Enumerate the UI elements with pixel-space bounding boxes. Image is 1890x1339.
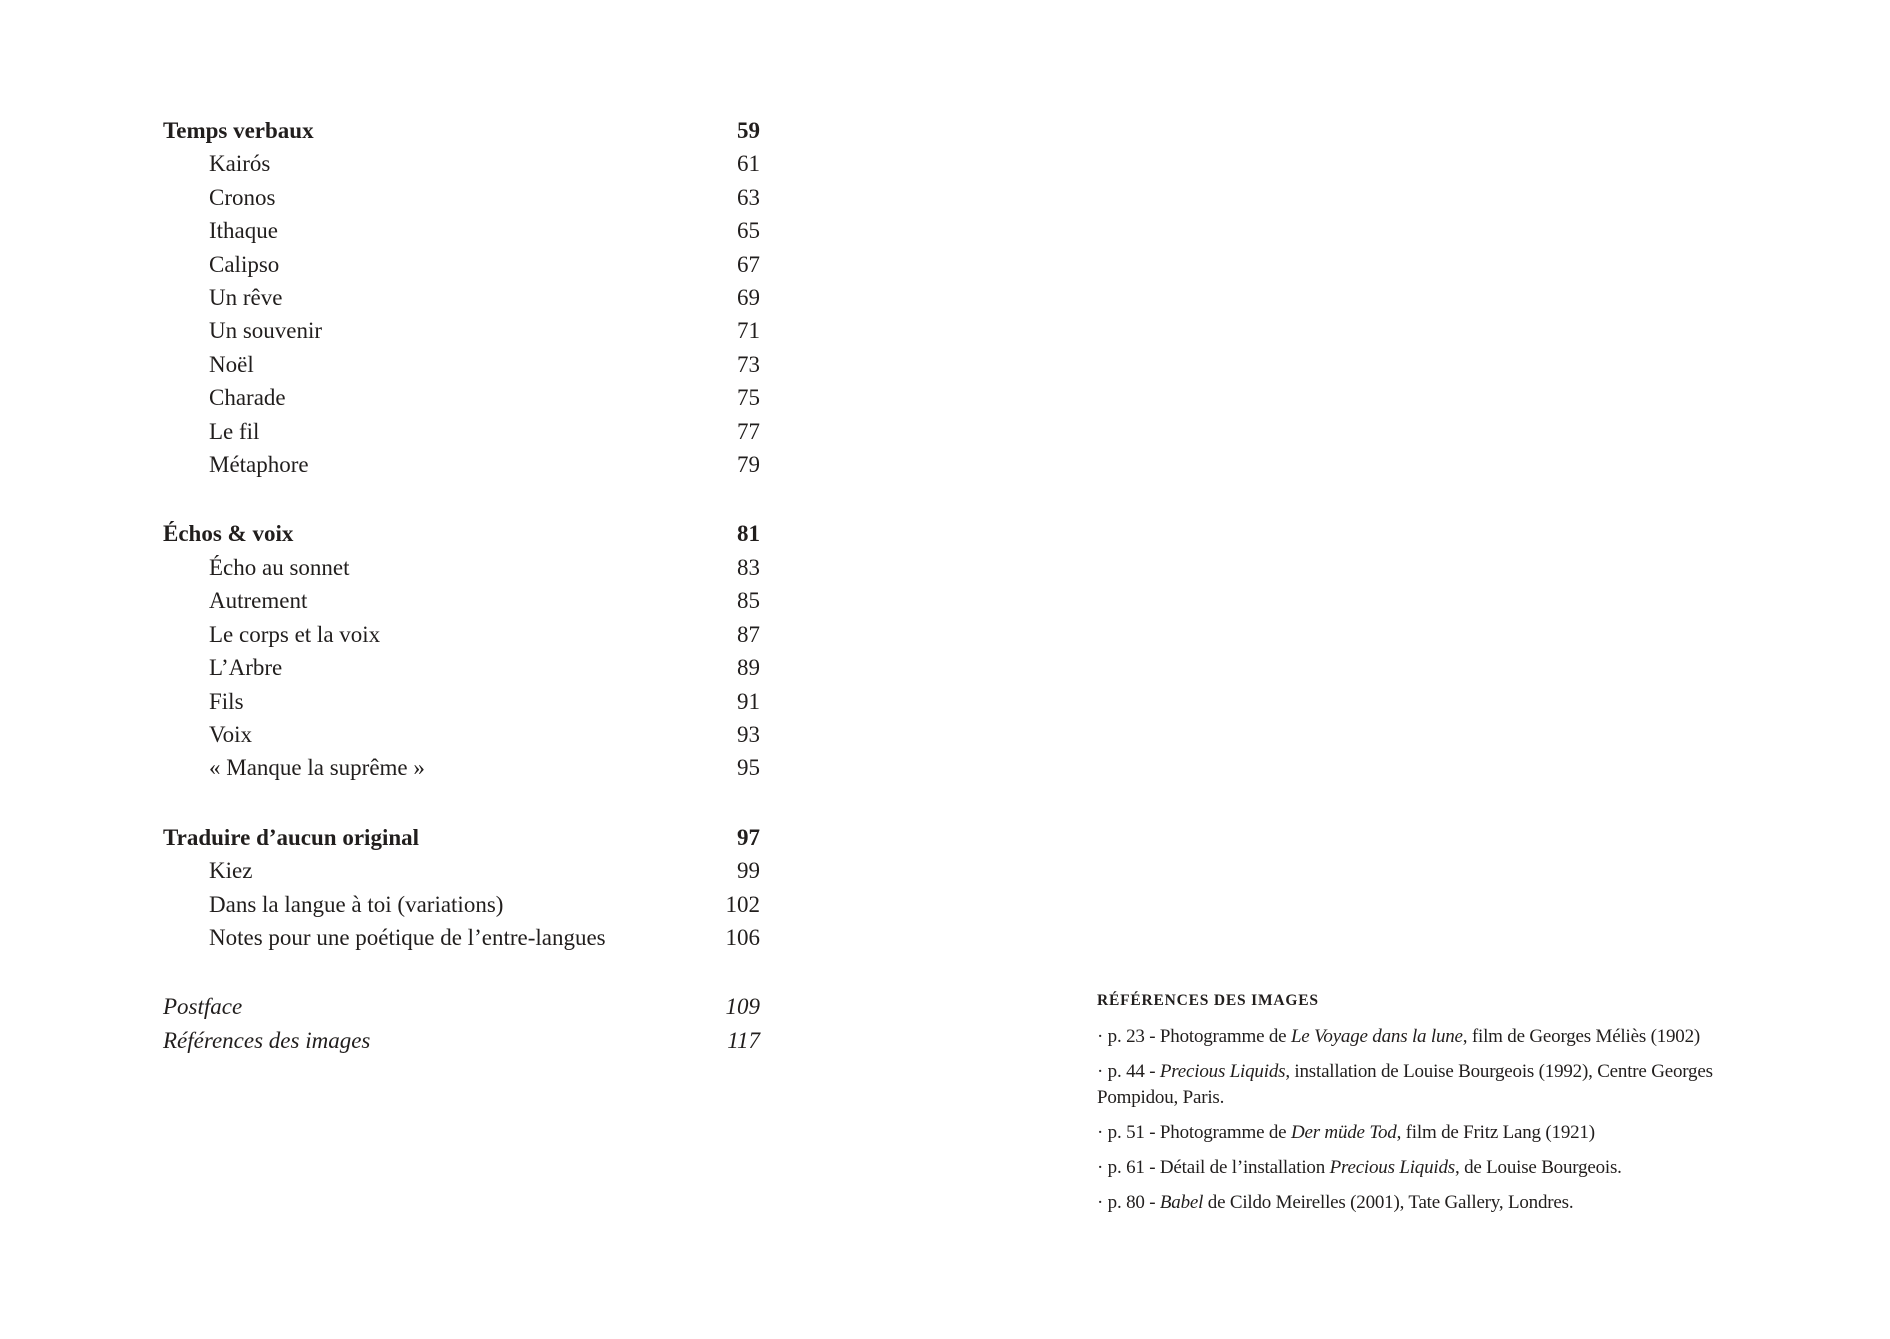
- toc-entry-title: Voix: [209, 721, 253, 747]
- toc-entry-page: 95: [737, 755, 760, 781]
- toc-item-row: [163, 281, 760, 314]
- toc-entry-page: 89: [737, 655, 760, 681]
- toc-item-row: [163, 685, 760, 718]
- toc-entry-title: Dans la langue à toi (variations): [209, 891, 504, 917]
- toc-section-title: Traduire d’aucun original: [163, 824, 420, 850]
- toc-entry-page: 77: [737, 418, 760, 444]
- toc-entry-page: 99: [737, 858, 760, 884]
- toc-section-title: Échos & voix: [163, 521, 294, 547]
- toc-item-row: [163, 248, 760, 281]
- toc-item-row: [163, 888, 760, 921]
- toc-entry-title: L’Arbre: [209, 655, 283, 681]
- toc-entry-page: 71: [737, 318, 760, 344]
- toc-entry-page: 93: [737, 721, 760, 747]
- toc-item-row: [163, 381, 760, 414]
- toc-section-page: 81: [737, 521, 760, 547]
- toc-entry-title: Kairós: [209, 151, 271, 177]
- toc-entry-page: 79: [737, 452, 760, 478]
- toc-item-row: [163, 584, 760, 617]
- toc-entry-page: 102: [725, 891, 760, 917]
- toc-entry-title: Un rêve: [209, 285, 283, 311]
- toc-entry-page: 75: [737, 385, 760, 411]
- toc-entry-title: Fils: [209, 688, 244, 714]
- toc-item-row: [163, 147, 760, 180]
- toc-item-row: [163, 181, 760, 214]
- toc-item-row: [163, 551, 760, 584]
- toc-entry-page: 87: [737, 621, 760, 647]
- toc-item-row: [163, 651, 760, 684]
- toc-section-page: 59: [737, 118, 760, 143]
- reference-entry: · p. 51 - Photogramme de Der müde Tod, film de Fritz Lang (1921): [1097, 1122, 1595, 1143]
- toc-backmatter-row: [163, 1024, 760, 1057]
- toc-section-title: Temps verbaux: [163, 118, 314, 143]
- toc-section-row: [163, 517, 760, 550]
- toc-item-row: [163, 415, 760, 448]
- toc-item-row: [163, 448, 760, 481]
- toc-entry-title: Noël: [209, 351, 254, 377]
- toc-entry-page: 61: [737, 151, 760, 177]
- toc-entry-title: Charade: [209, 385, 286, 411]
- table-of-contents: [163, 114, 760, 1057]
- references-heading: RÉFÉRENCES DES IMAGES: [1097, 992, 1319, 1009]
- toc-entry-title: « Manque la suprême »: [209, 755, 425, 781]
- reference-entry: · p. 44 - Precious Liquids, installation de Louise Bourgeois (1992), Centre Georges Pompidou, Paris.: [1097, 1061, 1713, 1108]
- toc-item-row: [163, 751, 760, 784]
- toc-item-row: [163, 348, 760, 381]
- toc-entry-page: 91: [737, 688, 760, 714]
- toc-entry-page: 63: [737, 184, 760, 210]
- toc-entry-title: Un souvenir: [209, 318, 323, 344]
- toc-item-row: [163, 314, 760, 347]
- toc-entry-title: Le corps et la voix: [209, 621, 381, 647]
- toc-entry-title: Kiez: [209, 858, 253, 884]
- toc-item-row: [163, 921, 760, 954]
- toc-item-row: [163, 618, 760, 651]
- reference-entry: · p. 61 - Détail de l’installation Precious Liquids, de Louise Bourgeois.: [1097, 1157, 1622, 1178]
- toc-entry-title: Références des images: [163, 1027, 371, 1053]
- toc-entry-title: Le fil: [209, 418, 260, 444]
- toc-entry-title: Écho au sonnet: [209, 554, 350, 580]
- toc-item-row: [163, 718, 760, 751]
- toc-entry-page: 67: [737, 251, 760, 277]
- toc-entry-title: Notes pour une poétique de l’entre-langues: [209, 924, 606, 950]
- reference-entry: · p. 80 - Babel de Cildo Meirelles (2001), Tate Gallery, Londres.: [1097, 1192, 1574, 1213]
- reference-entry: · p. 23 - Photogramme de Le Voyage dans la lune, film de Georges Méliès (1902): [1097, 1026, 1701, 1047]
- toc-section-row: [163, 114, 760, 147]
- toc-entry-page: 109: [725, 994, 760, 1020]
- toc-entry-title: Postface: [163, 994, 243, 1020]
- toc-entry-title: Calipso: [209, 251, 280, 277]
- toc-item-row: [163, 854, 760, 887]
- toc-entry-title: Métaphore: [209, 452, 309, 478]
- toc-entry-title: Cronos: [209, 184, 276, 210]
- toc-entry-page: 65: [737, 218, 760, 244]
- toc-section-page: 97: [737, 824, 760, 850]
- toc-entry-page: 69: [737, 285, 760, 311]
- toc-entry-page: 83: [737, 554, 760, 580]
- toc-entry-page: 106: [725, 924, 760, 950]
- toc-backmatter-row: [163, 990, 760, 1023]
- toc-entry-page: 73: [737, 351, 760, 377]
- toc-section-row: [163, 821, 760, 854]
- toc-entry-title: Ithaque: [209, 218, 278, 244]
- toc-entry-page: 85: [737, 588, 760, 614]
- image-references: [1097, 991, 1775, 1225]
- toc-entry-title: Autrement: [209, 588, 308, 614]
- toc-item-row: [163, 214, 760, 247]
- toc-entry-page: 117: [727, 1027, 760, 1053]
